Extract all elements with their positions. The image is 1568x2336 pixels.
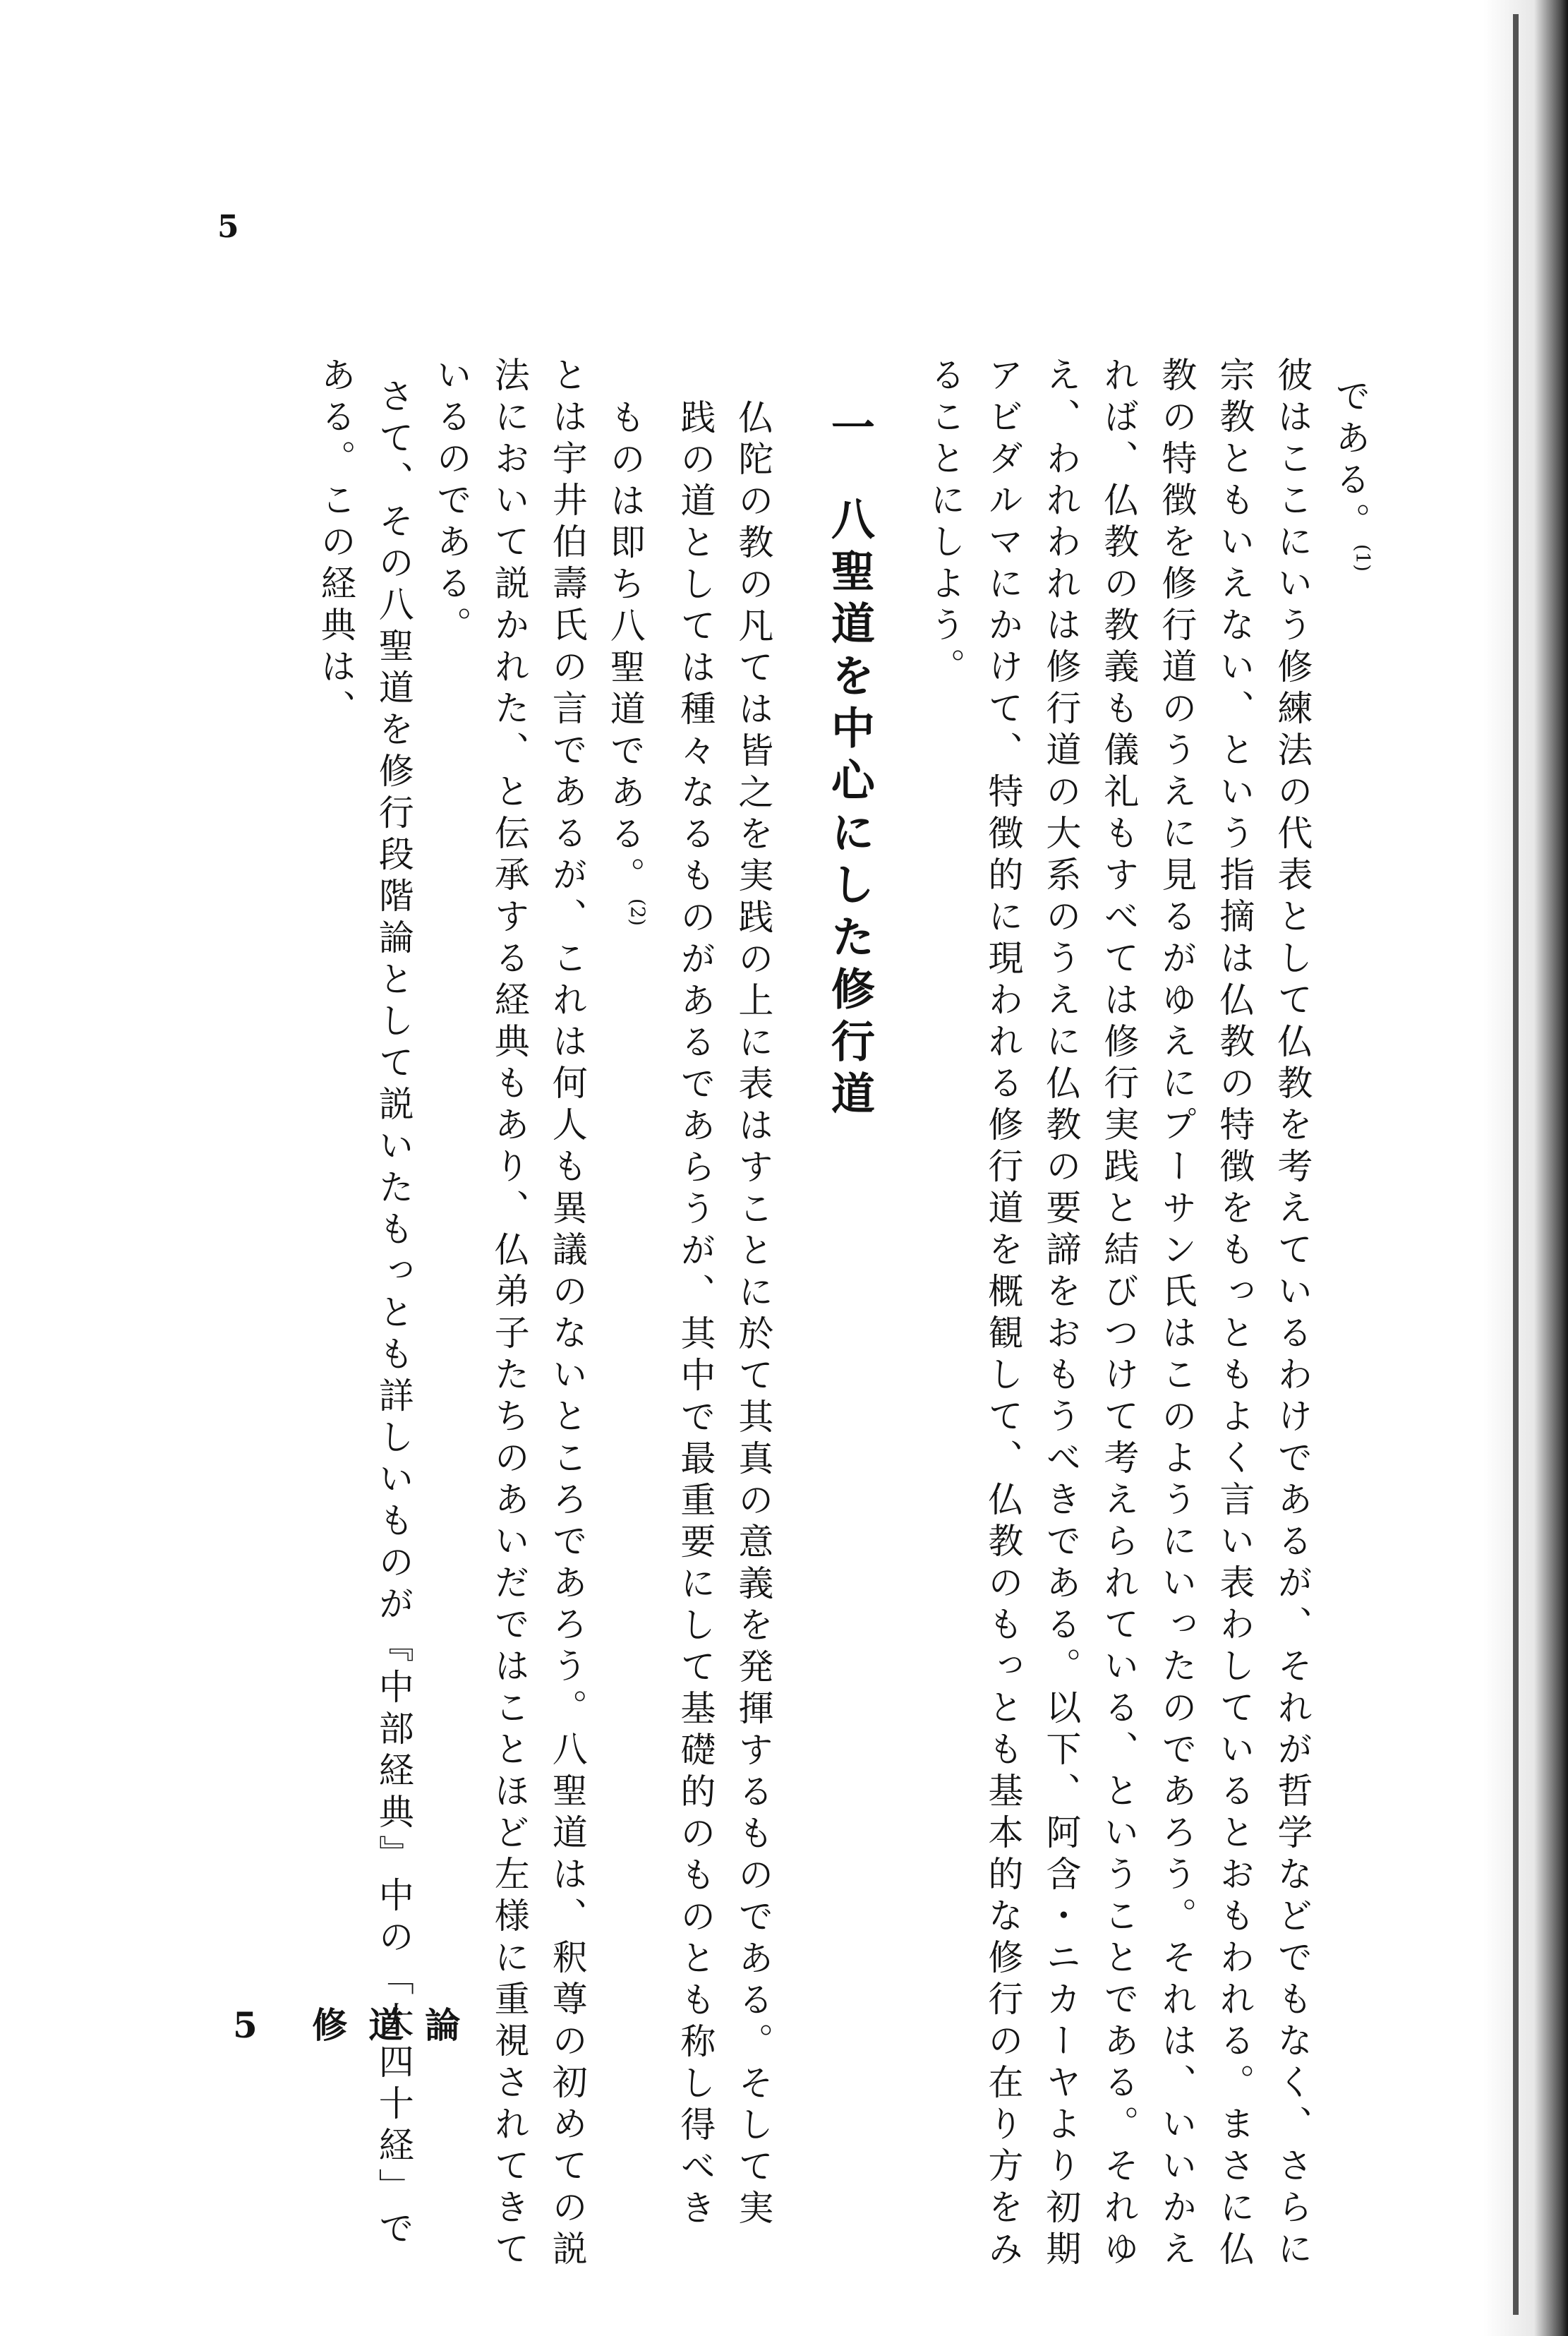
page-edge-shadow bbox=[1483, 0, 1568, 2336]
text-line: さて、その八聖道を修行段階論として説いたもっとも詳しいものが『中部経典』中の「大四十経」で bbox=[373, 378, 414, 2251]
footnote-marker: (2) bbox=[626, 898, 649, 926]
quote-line: 仏陀の教の凡ては皆之を実践の上に表はすことに於て其真の意義を発揮するものである。そして実 bbox=[732, 399, 774, 2231]
text-line: とは宇井伯壽氏の言であるが、これは何人も異議のないところであろう。八聖道は、釈尊の初めての説 bbox=[546, 356, 588, 2272]
footnote-marker: (1) bbox=[1351, 544, 1374, 572]
text-line: ることにしよう。 bbox=[924, 356, 966, 690]
text-line: アビダルマにかけて、特徴的に現われる修行道を概観して、仏教のもっとも基本的な修行の在り方をみ bbox=[982, 356, 1024, 2272]
vertical-text-body bbox=[307, 356, 1392, 2272]
section-number: 一 bbox=[824, 404, 876, 457]
section-title: 八聖道を中心にした修行道 bbox=[824, 495, 876, 1123]
text-line: れば、仏教の教義も儀礼もすべては修行実践と結びつけて考えられている、ということである。それゆ bbox=[1098, 356, 1140, 2272]
quote-line bbox=[596, 356, 667, 2121]
text-line: 法において説かれた、と伝承する経典もあり、仏弟子たちのあいだではことほど左様に重視されてきて bbox=[488, 356, 530, 2272]
text-line: 教の特徴を修行道のうえに見るがゆえにプーサン氏はこのようにいったのであろう。それは、いいかえ bbox=[1156, 356, 1198, 2272]
page-edge-line bbox=[1513, 14, 1519, 2315]
text-line: え、われわれは修行道の大系のうえに仏教の要諦をおもうべきである。以下、阿含・ニカーヤより初期 bbox=[1040, 356, 1082, 2272]
text-line: 彼はここにいう修練法の代表として仏教を考えているわけであるが、それが哲学などでもなく、さらに bbox=[1272, 356, 1313, 2272]
text-line: いるのである。 bbox=[430, 356, 472, 648]
text-line: 宗教ともいえない、という指摘は仏教の特徴をもっともよく言い表わしているとおもわれる。まさに仏 bbox=[1214, 356, 1255, 2272]
section-heading bbox=[782, 356, 916, 2121]
running-footer: 5 修道論 bbox=[233, 2004, 482, 2046]
text-line-content: である。 bbox=[1329, 378, 1371, 544]
text-line: ある。この経典は、 bbox=[315, 356, 356, 731]
page-number: 5 bbox=[217, 209, 239, 245]
text-line bbox=[1321, 356, 1392, 2121]
quote-line: 践の道としては種々なるものがあるであらうが、其中で最重要にして基礎的のものとも称し得べき bbox=[675, 399, 716, 2231]
quote-line-content: ものは即ち八聖道である。 bbox=[604, 399, 646, 898]
